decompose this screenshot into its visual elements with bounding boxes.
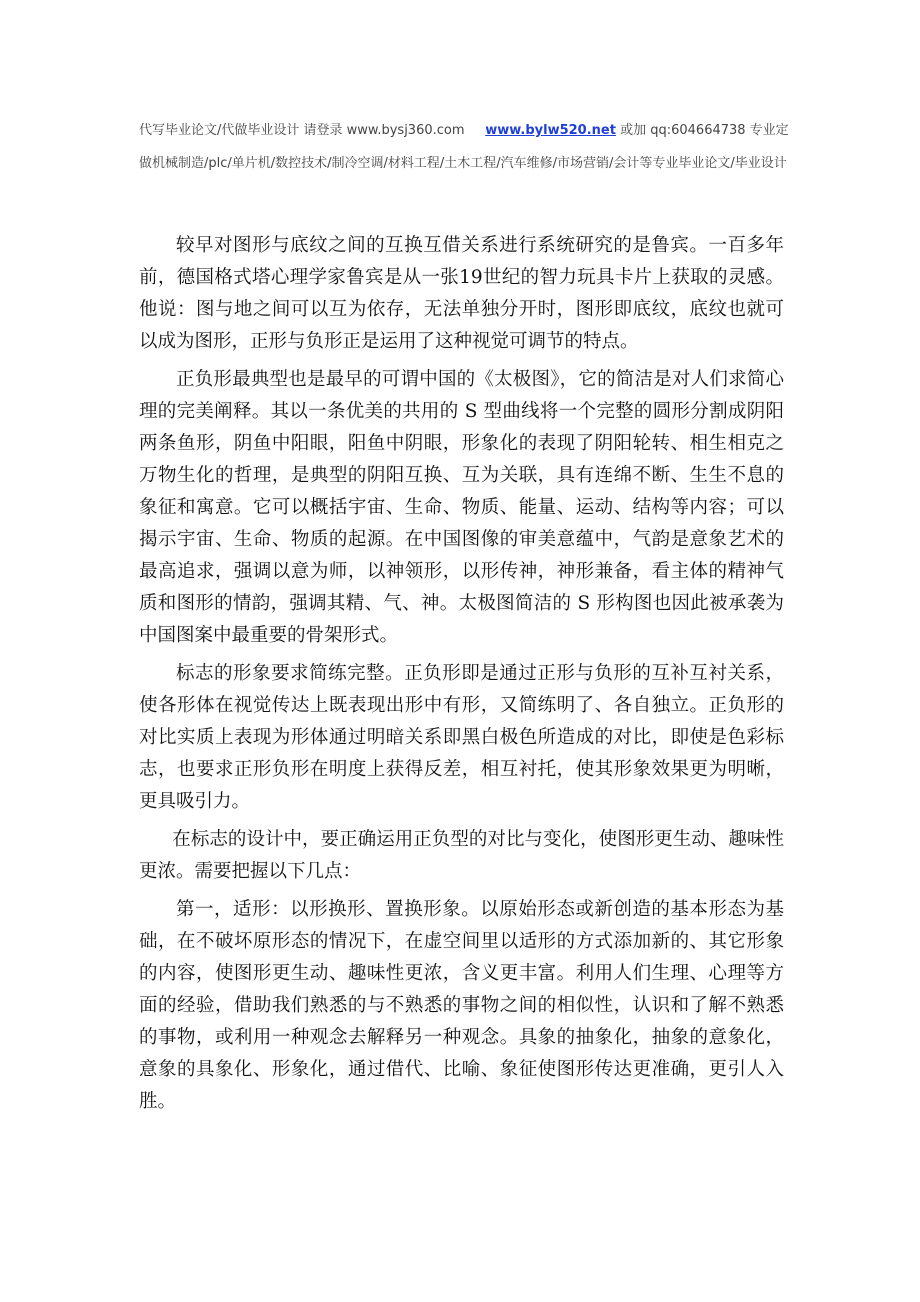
header-text-suffix: 或加 qq:604664738 专业定做机械制造/plc/单片机/数控技术/制冷空调/材料工程/土木工程/汽车维修/市场营销/会计等专业毕业论文/毕业设计 [139,123,789,171]
advertisement-header [139,114,789,180]
header-text-prefix: 代写毕业论文/代做毕业设计 请登录 www.bysj360.com [139,123,465,138]
document-body [139,230,784,1124]
paragraph-2: 正负形最典型也是最早的可谓中国的《太极图》，它的简洁是对人们求简心理的完美阐释。其以一条优美的共用的 S 型曲线将一个完整的圆形分割成阴阳两条鱼形，阴鱼中阳眼，阳鱼中阴眼，形象化的表现了阴阳轮转、相生相克之万物生化的哲理，是典型的阴阳互换、互为关联，具有连绵不断、生生不息的象征和寓意。它可以概括宇宙、生命、物质、能量、运动、结构等内容；可以揭示宇宙、生命、物质的起源。在中国图像的审美意蕴中，气韵是意象艺术的最高追求，强调以意为师，以神领形，以形传神，神形兼备，看主体的精神气质和图形的情韵，强调其精、气、神。太极图简洁的 S 形构图也因此被承袭为中国图案中最重要的骨架形式。 [139,369,784,646]
paragraph-1: 较早对图形与底纹之间的互换互借关系进行系统研究的是鲁宾。一百多年前，德国格式塔心理学家鲁宾是从一张19世纪的智力玩具卡片上获取的灵感。他说：图与地之间可以互为依存，无法单独分开时，图形即底纹，底纹也就可以成为图形，正形与负形正是运用了这种视觉可调节的特点。 [139,235,784,352]
paragraph-3: 标志的形象要求简练完整。正负形即是通过正形与负形的互补互衬关系，使各形体在视觉传达上既表现出形中有形，又简练明了、各自独立。正负形的对比实质上表现为形体通过明暗关系即黑白极色所造成的对比，即使是色彩标志，也要求正形负形在明度上获得反差，相互衬托，使其形象效果更为明晰，更具吸引力。 [139,663,784,812]
website-link[interactable]: www.bylw520.net [485,123,616,138]
paragraph-4: 在标志的设计中，要正确运用正负型的对比与变化，使图形更生动、趣味性更浓。需要把握以下几点： [139,829,784,882]
paragraph-5: 第一，适形：以形换形、置换形象。以原始形态或新创造的基本形态为基础，在不破坏原形态的情况下，在虚空间里以适形的方式添加新的、其它形象的内容，使图形更生动、趣味性更浓，含义更丰富。利用人们生理、心理等方面的经验，借助我们熟悉的与不熟悉的事物之间的相似性，认识和了解不熟悉的事物，或利用一种观念去解释另一种观念。具象的抽象化，抽象的意象化，意象的具象化、形象化，通过借代、比喻、象征使图形传达更准确，更引人入胜。 [139,899,784,1112]
